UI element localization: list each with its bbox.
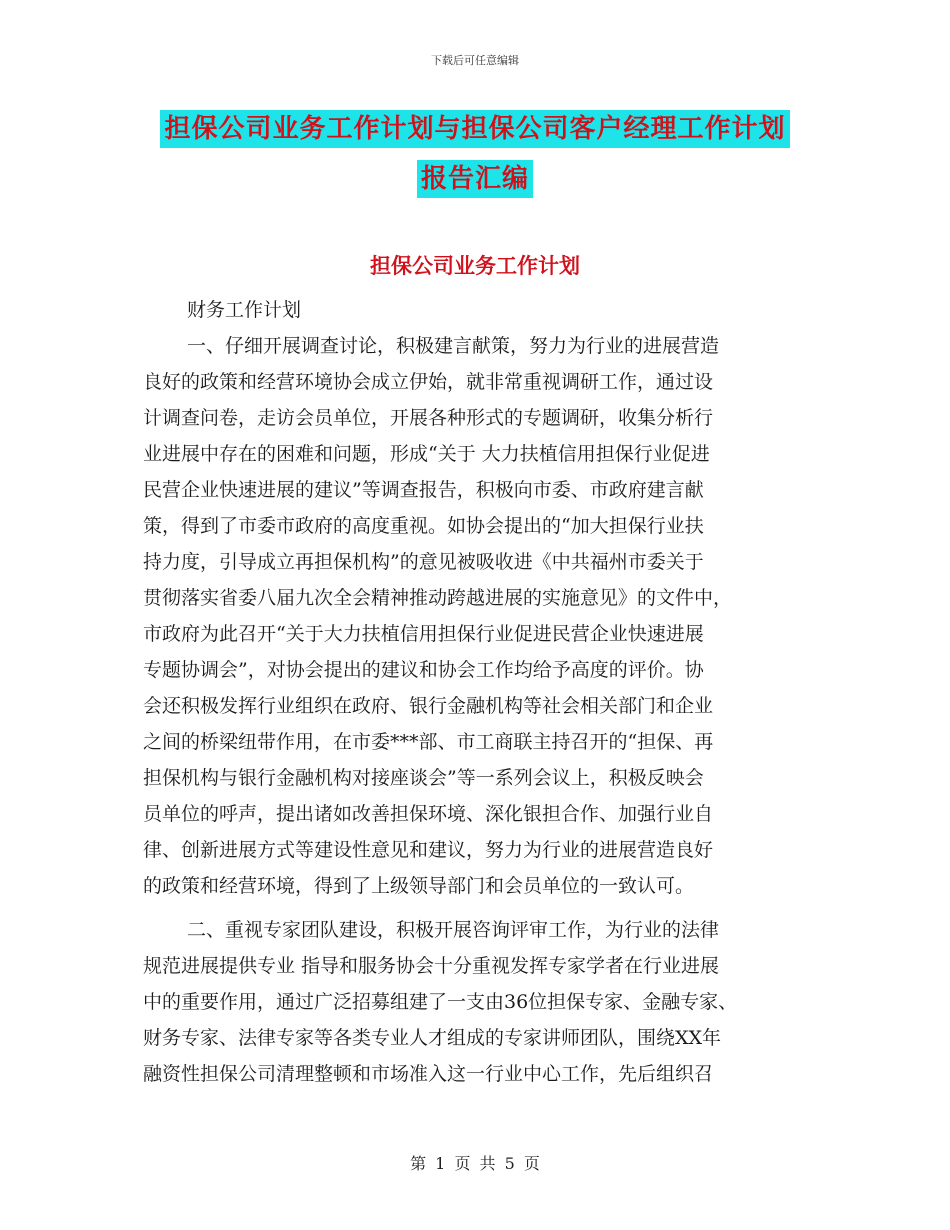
text-line: 贯彻落实省委八届九次全会精神推动跨越进展的实施意见》的文件中，	[143, 587, 733, 609]
header-note: 下载后可任意编辑	[431, 54, 519, 67]
text-line: 之间的桥梁纽带作用，在市委***部、市工商联主持召开的“担保、再	[143, 731, 714, 753]
text-line: 二、重视专家团队建设，积极开展咨询评审工作，为行业的法律	[187, 919, 720, 941]
text-line: 会还积极发挥行业组织在政府、银行金融机构等社会相关部门和企业	[143, 695, 714, 717]
body-text	[143, 292, 823, 1092]
text-line: 计调查问卷，走访会员单位，开展各种形式的专题调研，收集分析行	[143, 407, 714, 429]
section-title: 担保公司业务工作计划	[370, 254, 580, 278]
text-line: 业进展中存在的困难和问题，形成“关于 大力扶植信用担保行业促进	[143, 443, 710, 465]
page-number: 第 1 页 共 5 页	[410, 1154, 540, 1173]
text-line: 持力度，引导成立再担保机构”的意见被吸收进《中共福州市委关于	[143, 551, 704, 573]
text-line: 员单位的呼声，提出诸如改善担保环境、深化银担合作、加强行业自	[143, 803, 714, 825]
text-line: 策，得到了市委市政府的高度重视。如协会提出的“加大担保行业扶	[143, 515, 704, 537]
document-title-line-1: 担保公司业务工作计划与担保公司客户经理工作计划	[160, 110, 789, 148]
text-line: 担保机构与银行金融机构对接座谈会”等一系列会议上，积极反映会	[143, 767, 704, 789]
text-line: 融资性担保公司清理整顿和市场准入这一行业中心工作，先后组织召	[143, 1063, 714, 1085]
document-title	[0, 110, 950, 198]
text-line: 一、仔细开展调查讨论，积极建言献策，努力为行业的进展营造	[187, 335, 720, 357]
text-line: 规范进展提供专业 指导和服务协会十分重视发挥专家学者在行业进展	[143, 955, 720, 977]
text-line: 财务专家、法律专家等各类专业人才组成的专家讲师团队，围绕XX年	[143, 1027, 722, 1049]
document-title-line-2: 报告汇编	[417, 160, 533, 198]
text-line: 良好的政策和经营环境协会成立伊始，就非常重视调研工作，通过设	[143, 371, 714, 393]
text-line: 中的重要作用，通过广泛招募组建了一支由36位担保专家、金融专家、	[143, 991, 738, 1013]
text-line: 市政府为此召开“关于大力扶植信用担保行业促进民营企业快速进展	[143, 623, 704, 645]
text-line: 专题协调会”，对协会提出的建议和协会工作均给予高度的评价。协	[143, 659, 704, 681]
text-line: 律、创新进展方式等建设性意见和建议，努力为行业的进展营造良好	[143, 839, 714, 861]
text-line: 的政策和经营环境，得到了上级领导部门和会员单位的一致认可。	[143, 875, 695, 897]
paragraph-heading: 财务工作计划	[187, 299, 302, 321]
text-line: 民营企业快速进展的建议”等调查报告，积极向市委、市政府建言献	[143, 479, 704, 501]
